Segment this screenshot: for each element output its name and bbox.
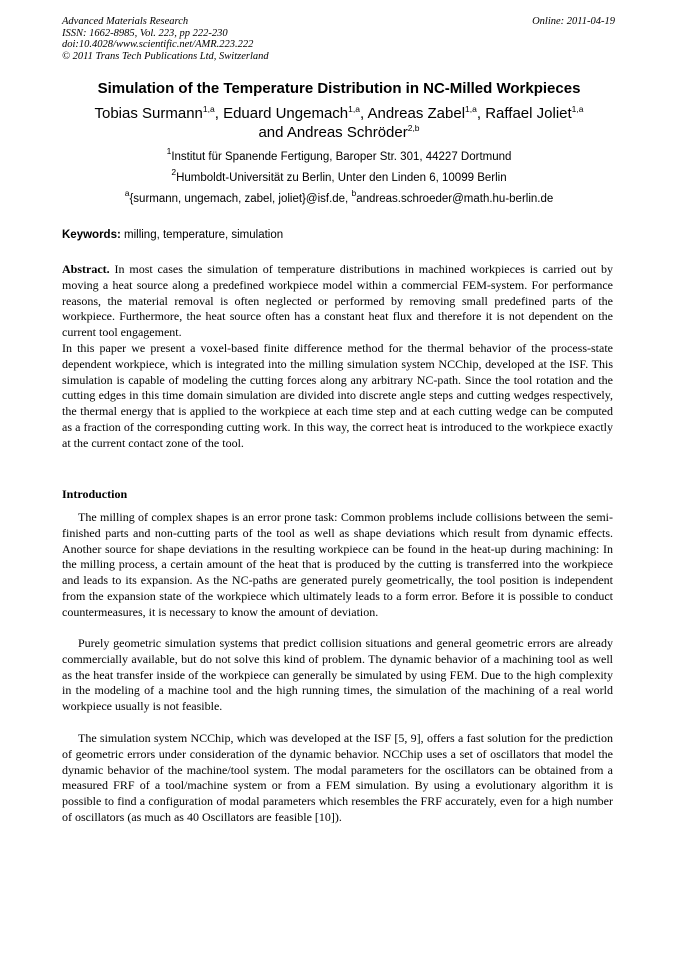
abstract-paragraph-2: In this paper we present a voxel-based finite difference method for the thermal behavior of the process-state dependent workpiece, which is integrated into the milling simulation system NCChip, developed at the ISF. This simulation is capable of modeling the cutting forces along any arbitrary NC-path. Since the tool rotation and the cutting edges in this time domain simulation are divided into discrete angle steps and cutting wedges respectively, the thermal energy that is applied to the workpiece at each time step and at each cutting wedge can be computed as a fraction of the corresponding cutting work. In this way, the correct heat is introduced to the workpiece exactly at the current contact zone of the tool. xyxy=(62,341,613,450)
author-name: Tobias Surmann xyxy=(94,105,203,122)
author-separator: , xyxy=(359,105,368,122)
abstract-label: Abstract. xyxy=(62,262,110,276)
affiliation-mark: 2 xyxy=(171,167,177,177)
abstract-text: In most cases the simulation of temperature distributions in machined workpieces is carried out by moving a heat source along a predefined workpiece model within a commercial FEM-system. For performance reasons, the material removal is often neglected or performed by removing small predefined parts of the workpiece. Furthermore, the heat source often has a constant heat flux and therefore it is not dependent on the current tool engagement. xyxy=(62,262,614,340)
author-affiliation-mark: 1,a xyxy=(465,104,477,114)
keywords-label: Keywords: xyxy=(62,229,121,241)
journal-info xyxy=(62,16,269,62)
journal-name: Advanced Materials Research xyxy=(62,16,189,27)
email-mark-b: b xyxy=(351,188,357,198)
author-name: Andreas Schröder xyxy=(286,124,408,141)
email-group-a: {surmann, ungemach, zabel, joliet}@isf.de, xyxy=(129,193,349,205)
keywords-text: milling, temperature, simulation xyxy=(124,229,284,241)
author-emails xyxy=(40,188,638,206)
author-affiliation-mark: 1,a xyxy=(348,104,360,114)
keywords xyxy=(62,228,283,242)
author-list xyxy=(40,104,638,142)
author-affiliation-mark: 2,b xyxy=(407,123,420,133)
affiliation-mark: 1 xyxy=(166,146,172,156)
introduction-paragraph-3: The simulation system NCChip, which was developed at the ISF [5, 9], offers a fast solution for the prediction of geometric errors under consideration of the dynamic behavior. NCChip uses a set of oscillators that model the dynamic behavior of the machine/tool system. The modal parameters for the oscillators can be obtained from a measured FRF of a tool/machine system or from a FEM simulation. By using a evolutionary algorithm it is possible to find a configuration of modal parameters which resembles the FRF accurately, even for a high number of oscillators (as much as 40 Oscillators are feasible [10]). xyxy=(62,731,613,824)
author-affiliation-mark: 1,a xyxy=(571,104,584,114)
author-affiliation-mark: 1,a xyxy=(202,104,215,114)
paper-title: Simulation of the Temperature Distribution in NC-Milled Workpieces xyxy=(97,80,581,97)
email-b: andreas.schroeder@math.hu-berlin.de xyxy=(356,193,554,205)
affiliation-1 xyxy=(40,146,638,164)
author-name: Eduard Ungemach xyxy=(223,105,349,122)
journal-doi: doi:10.4028/www.scientific.net/AMR.223.222 xyxy=(62,39,254,50)
affiliation-text: Humboldt-Universität zu Berlin, Unter den Linden 6, 10099 Berlin xyxy=(176,172,507,184)
author-name: Raffael Joliet xyxy=(485,105,572,122)
affiliation-2 xyxy=(40,167,638,185)
author-name: Andreas Zabel xyxy=(367,105,466,122)
author-separator: , xyxy=(214,105,224,122)
section-heading-introduction: Introduction xyxy=(62,487,128,501)
journal-copyright: © 2011 Trans Tech Publications Ltd, Switzerland xyxy=(62,50,269,62)
author-and: and xyxy=(258,124,287,141)
author-separator: , xyxy=(476,105,486,122)
affiliation-text: Institut für Spanende Fertigung, Baroper Str. 301, 44227 Dortmund xyxy=(171,151,512,163)
abstract-paragraph-1 xyxy=(62,262,613,341)
online-date: Online: 2011-04-19 xyxy=(532,16,615,27)
introduction-paragraph-1: The milling of complex shapes is an error prone task: Common problems include collisions between the semi-finished parts and non-cutting parts of the tool as well as shape deviations which result from dynamic effects. Another source for shape deviations in the resulting workpiece can be found in the heat-up during machining: In the milling process, a certain amount of the heat that is produced by the cutting is transferred into the workpiece and leads to its expansion. As the NC-paths are generated purely geometrically, the tool position is independent from the expansion state of the workpiece which ultimately leads to a form error. Before it is possible to conduct countermeasures, it is necessary to know the amount of deviation. xyxy=(62,510,613,619)
journal-issn: ISSN: 1662-8985, Vol. 223, pp 222-230 xyxy=(62,27,228,39)
email-mark-a: a xyxy=(124,188,130,198)
introduction-paragraph-2: Purely geometric simulation systems that predict collision situations and general geometric errors are already commercially available, but do not solve this kind of problem. The dynamic behavior of a machining tool as well as the heat transfer inside of the workpiece can generally be simulated by using FEM. Due to the high complexity in the modeling of a machine tool and the high running times, the simulation of the machining of a real world workpiece usually is not feasible. xyxy=(62,636,613,714)
